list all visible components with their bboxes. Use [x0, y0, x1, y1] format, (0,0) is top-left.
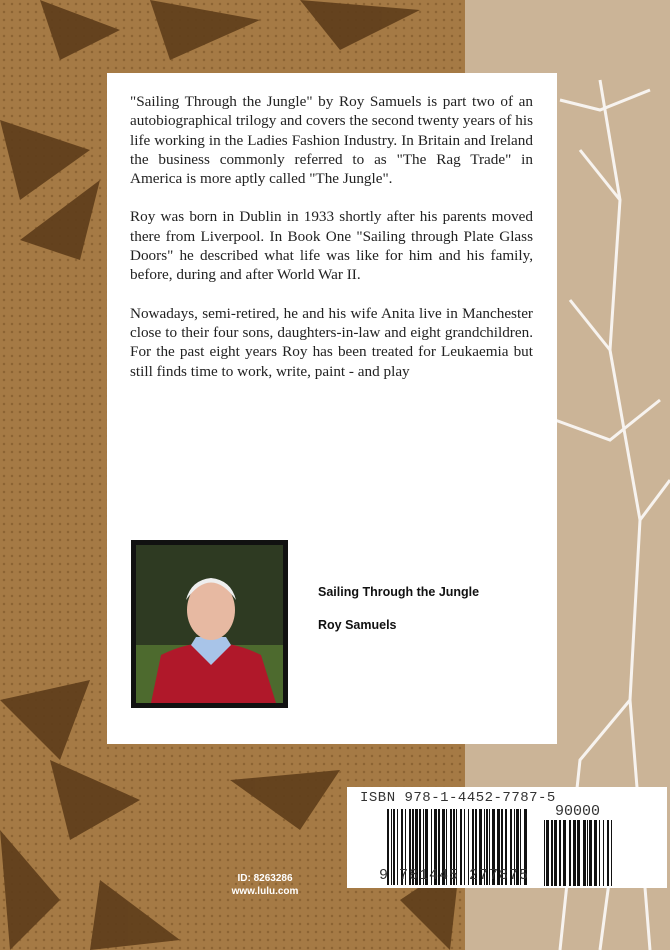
book-blurb	[130, 92, 533, 400]
barcode-bar	[559, 820, 561, 886]
barcode-bar	[587, 820, 588, 886]
barcode-bar	[589, 820, 592, 886]
barcode-bar	[611, 820, 612, 886]
back-cover-panel	[107, 73, 557, 744]
isbn-barcode	[347, 787, 667, 888]
barcode-bar	[577, 820, 580, 886]
isbn-label: ISBN 978-1-4452-7787-5	[360, 790, 556, 806]
barcode-bar	[569, 820, 571, 886]
barcode-digits: 9 781445 277875	[379, 867, 530, 884]
price-bars	[544, 820, 616, 888]
barcode-bar	[594, 820, 597, 886]
barcode-bar	[603, 820, 604, 886]
blurb-paragraph: "Sailing Through the Jungle" by Roy Samuels is part two of an autobiographical trilogy and covers the second twenty years of his life working in the Ladies Fashion Industry. In Britain and Ireland the business commonly referred to as "The Rag Trade" in America is more aptly called "The Jungle".	[130, 93, 533, 188]
blurb-paragraph: Nowadays, semi-retired, he and his wife Anita live in Manchester close to their four sons, daughters-in-law and eight grandchildren. For the past eight years Roy has been treated for Leukaemia but still finds time to work, write, paint - and play	[130, 304, 533, 380]
barcode-bar	[546, 820, 549, 886]
blurb-paragraph: Roy was born in Dublin in 1933 shortly after his parents moved there from Liverpool. In Book One "Sailing through Plate Glass Doors" he described what life was like for him and his family, before, during and after World War II.	[130, 208, 533, 284]
publisher-id: ID: 8263286	[237, 873, 293, 884]
book-title: Sailing Through the Jungle	[318, 585, 480, 599]
barcode-bar	[607, 820, 609, 886]
author-photo	[131, 540, 288, 708]
barcode-bar	[563, 820, 566, 886]
barcode-bar	[599, 820, 600, 886]
barcode-bar	[583, 820, 586, 886]
barcode-bar	[554, 820, 557, 886]
barcode-bar	[573, 820, 576, 886]
book-author: Roy Samuels	[318, 618, 397, 632]
barcode-bar	[544, 820, 545, 886]
barcode-bar	[551, 820, 553, 886]
publisher-url: www.lulu.com	[231, 886, 299, 897]
price-code: 90000	[555, 803, 601, 820]
